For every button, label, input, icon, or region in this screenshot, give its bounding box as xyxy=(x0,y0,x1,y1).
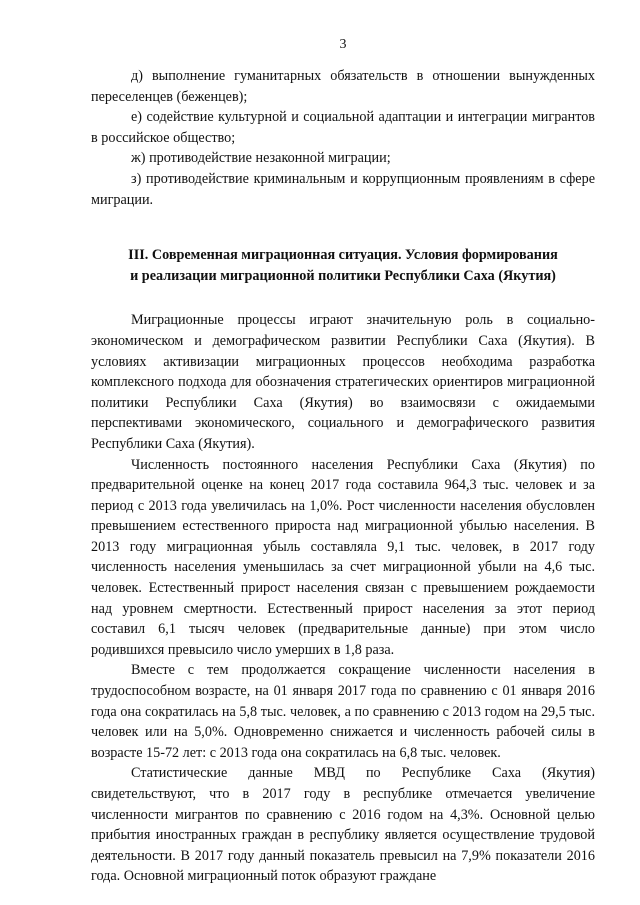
paragraph-working-age: Вместе с тем продолжается сокращение численности населения в трудоспособном возрасте, на 01 января 2017 года по сравнению с 01 января 2016 года она сократилась на 5,8 тыс. человек, а по сравнению с 2013 годом на 29,5 тыс. человек или на 5,0%. Одновременно снижается и численность рабочей силы в возрасте 15-72 лет: с 2013 года она сократилась на 6,8 тыс. человек. xyxy=(91,662,595,761)
page-number: 3 xyxy=(339,37,347,52)
section-heading xyxy=(91,245,595,286)
document-page xyxy=(91,36,595,887)
paragraph-statistics: Статистические данные МВД по Республике Саха (Якутия) свидетельствуют, что в 2017 году в республике отмечается увеличение численности мигрантов по сравнению с 2016 годом на 4,3%. Основной целью прибытия иностранных граждан в республику является осуществление трудовой деятельности. В 2017 году данный показатель превысил на 7,9% показатели 2016 года. Основной миграционный поток образуют граждане xyxy=(91,765,595,885)
list-item-e: е) содействие культурной и социальной адаптации и интеграции мигрантов в российское общество; xyxy=(91,109,595,146)
section-heading-line-1: III. Современная миграционная ситуация. Условия формирования xyxy=(128,247,558,264)
section-heading-line-2: и реализации миграционной политики Республики Саха (Якутия) xyxy=(130,267,556,284)
paragraph-population: Численность постоянного населения Республики Саха (Якутия) по предварительной оценке на конец 2017 года составила 964,3 тыс. человек и за период с 2013 года увеличилась на 1,0%. Рост численности населения обусловлен превышением естественного прироста над миграционной убылью населения. В 2013 году миграционная убыль составляла 9,1 тыс. человек, в 2017 году численность населения уменьшилась за счет миграционной убыли на 4,6 тыс. человек. Естественный прирост населения связан с превышением рождаемости над уровнем смертности. Естественный прирост населения за этот период составил 6,1 тысяч человек (предварительные данные) при этом число родившихся превысило число умерших в 1,8 раза. xyxy=(91,456,595,658)
list-item-zh: ж) противодействие незаконной миграции; xyxy=(131,150,391,167)
list-item-z: з) противодействие криминальным и коррупционным проявлениям в сфере миграции. xyxy=(91,170,595,208)
list-item-d: д) выполнение гуманитарных обязательств в отношении вынужденных переселенцев (беженцев); xyxy=(91,68,595,105)
paragraph-migration-processes: Миграционные процессы играют значительную роль в социально-экономическом и демографическом развитии Республики Саха (Якутия). В условиях активизации миграционных процессов необходима разработка комплексного подхода для обозначения стратегических ориентиров миграционной политики Республики Саха (Якутия) во взаимосвязи с ожидаемыми перспективами экономического, социального и демографического развития Республики Саха (Якутия). xyxy=(91,312,595,452)
